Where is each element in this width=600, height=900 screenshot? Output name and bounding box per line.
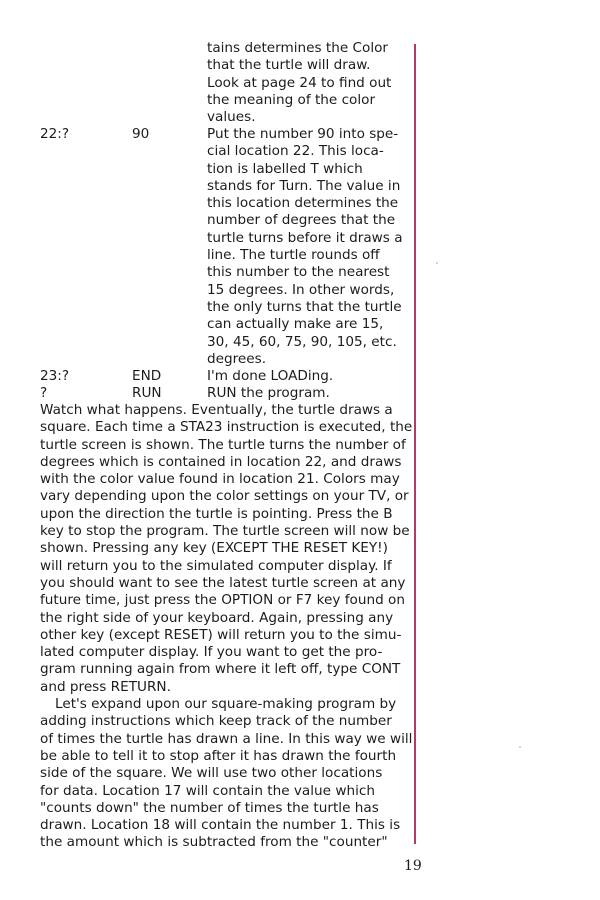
instruction-value: 90: [132, 126, 150, 142]
text-line: turtle turns before it draws a: [207, 229, 403, 246]
text-line: of times the turtle has drawn a line. In this way we will: [40, 730, 413, 747]
text-line: turtle screen is shown. The turtle turns the number of: [40, 436, 406, 453]
text-line: that the turtle will draw.: [207, 57, 371, 74]
text-line: other key (except RESET) will return you to the simu-: [40, 626, 402, 643]
text-line: the right side of your keyboard. Again, pressing any: [40, 609, 394, 626]
instruction-value: END: [132, 368, 162, 384]
instruction-address: ?: [40, 385, 48, 401]
text-line: be able to tell it to stop after it has drawn the fourth: [40, 747, 397, 764]
text-line: this location determines the: [207, 195, 399, 212]
text-line: drawn. Location 18 will contain the number 1. This is: [40, 817, 401, 834]
text-line: for data. Location 17 will contain the value which: [40, 782, 375, 799]
page-number: 19: [404, 858, 422, 874]
instruction-address: 23:?: [40, 368, 70, 384]
vertical-margin-rule: [414, 44, 416, 844]
text-line: adding instructions which keep track of the number: [40, 713, 392, 730]
instruction-row-23: [40, 368, 415, 385]
text-line: tains determines the Color: [207, 40, 389, 56]
body-text: [40, 402, 413, 852]
text-line: the amount which is subtracted from the "counter": [40, 834, 388, 851]
scan-speck: [436, 262, 438, 264]
instruction-value: RUN: [132, 385, 162, 401]
text-line: will return you to the simulated computer display. If: [40, 557, 392, 574]
color-description-continued: [207, 40, 407, 126]
text-line: this number to the nearest: [207, 264, 390, 281]
text-line: future time, just press the OPTION or F7 key found on: [40, 592, 405, 609]
instruction-row-run: [40, 385, 415, 402]
text-line: Look at page 24 to find out: [207, 74, 392, 91]
scan-speck: [519, 746, 521, 748]
instruction-22-description: [207, 126, 407, 368]
text-line: 15 degrees. In other words,: [207, 281, 395, 298]
text-line: can actually make are 15,: [207, 316, 384, 333]
text-line: key to stop the program. The turtle screen will now be: [40, 523, 410, 540]
instruction-description: RUN the program.: [207, 385, 330, 401]
text-line: Put the number 90 into spe-: [207, 126, 399, 142]
text-line: number of degrees that the: [207, 212, 396, 229]
text-line: you should want to see the latest turtle screen at any: [40, 574, 406, 591]
text-line: side of the square. We will use two other locations: [40, 765, 383, 782]
text-line: shown. Pressing any key (EXCEPT THE RESET KEY!): [40, 540, 388, 557]
text-line: lated computer display. If you want to get the pro-: [40, 644, 383, 661]
text-line: degrees which is contained in location 22, and draws: [40, 453, 402, 470]
text-line: line. The turtle rounds off: [207, 247, 380, 264]
instruction-description: I'm done LOADing.: [207, 368, 334, 384]
instruction-address: 22:?: [40, 126, 70, 142]
text-line: and press RETURN.: [40, 678, 171, 695]
text-line: Let's expand upon our square-making program by: [55, 696, 397, 713]
text-line: values.: [207, 109, 256, 126]
text-line: degrees.: [207, 350, 267, 367]
paragraph-watch: [40, 402, 413, 696]
paragraph-expand: [40, 696, 413, 852]
text-line: the meaning of the color: [207, 91, 376, 108]
text-line: tion is labelled T which: [207, 160, 363, 177]
text-line: square. Each time a STA23 instruction is executed, the: [40, 419, 413, 436]
text-line: "counts down" the number of times the turtle has: [40, 799, 379, 816]
text-line: vary depending upon the color settings on your TV, or: [40, 488, 409, 505]
text-line: 30, 45, 60, 75, 90, 105, etc.: [207, 333, 397, 350]
text-line: Watch what happens. Eventually, the turtle draws a: [40, 402, 393, 418]
text-line: stands for Turn. The value in: [207, 177, 401, 194]
text-line: gram running again from where it left off, type CONT: [40, 661, 401, 678]
text-line: upon the direction the turtle is pointing. Press the B: [40, 505, 393, 522]
text-line: cial location 22. This loca-: [207, 143, 384, 160]
text-line: with the color value found in location 21. Colors may: [40, 471, 400, 488]
text-line: the only turns that the turtle: [207, 298, 402, 315]
